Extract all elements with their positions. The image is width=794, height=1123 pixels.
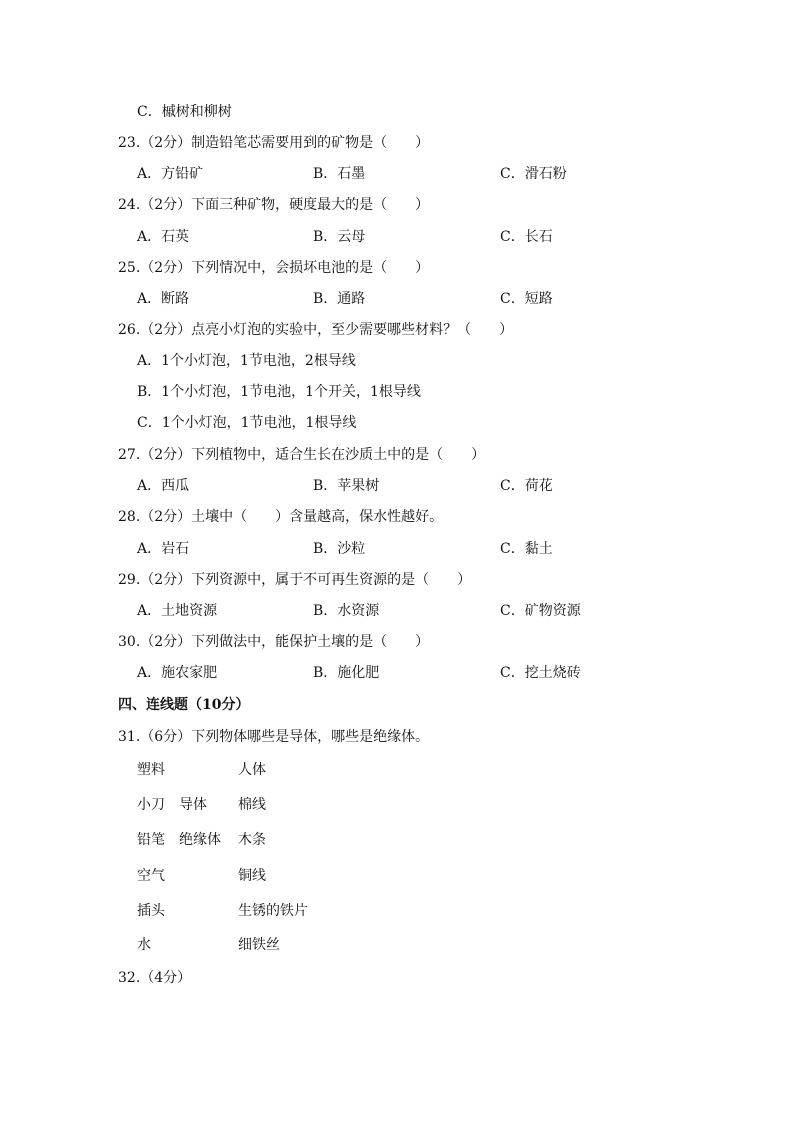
q25-option-a: A．断路 (137, 291, 190, 307)
q29-option-b: B．水资源 (313, 603, 380, 619)
q31-stem: 31.（6分）下列物体哪些是导体，哪些是绝缘体。 (118, 729, 430, 745)
q28-option-b: B．沙粒 (313, 541, 366, 557)
q23-option-b: B．石墨 (313, 166, 366, 182)
q24-option-a: A．石英 (137, 229, 190, 245)
q23-stem: 23.（2分）制造铅笔芯需要用到的矿物是（ ） (118, 135, 430, 151)
q30-option-a: A．施农家肥 (137, 665, 218, 681)
q31-row-6-right: 细铁丝 (238, 937, 280, 953)
q31-row-6-left: 水 (137, 937, 151, 953)
q29-option-c: C．矿物资源 (500, 603, 581, 619)
q31-row-1-left: 塑料 (137, 762, 165, 778)
q31-row-1-right: 人体 (238, 762, 266, 778)
q22-option-c: C．槭树和柳树 (137, 104, 232, 120)
q25-option-b: B．通路 (313, 291, 366, 307)
q31-row-2-right: 棉线 (238, 797, 266, 813)
q31-row-5-left: 插头 (137, 903, 165, 919)
q31-row-2-left: 小刀 导体 (137, 797, 207, 813)
q27-option-a: A．西瓜 (137, 478, 190, 494)
q24-option-b: B．云母 (313, 229, 366, 245)
q29-stem: 29.（2分）下列资源中，属于不可再生资源的是（ ） (118, 572, 472, 588)
q31-row-5-right: 生锈的铁片 (238, 903, 308, 919)
q26-stem: 26.（2分）点亮小灯泡的实验中，至少需要哪些材料？（ ） (118, 322, 514, 338)
q26-option-a: A．1个小灯泡，1节电池，2根导线 (137, 353, 356, 369)
q31-row-4-right: 铜线 (238, 868, 266, 884)
q31-row-3-right: 木条 (238, 832, 266, 848)
q23-option-c: C．滑石粉 (500, 166, 567, 182)
q28-option-a: A．岩石 (137, 541, 190, 557)
q31-row-4-left: 空气 (137, 868, 165, 884)
q30-option-b: B．施化肥 (313, 665, 380, 681)
q26-option-c: C．1个小灯泡，1节电池，1根导线 (137, 415, 357, 431)
q23-option-a: A．方铅矿 (137, 166, 204, 182)
q27-option-b: B．苹果树 (313, 478, 380, 494)
q31-row-3-left: 铅笔 绝缘体 (137, 832, 221, 848)
q24-stem: 24.（2分）下面三种矿物，硬度最大的是（ ） (118, 197, 430, 213)
q29-option-a: A．土地资源 (137, 603, 218, 619)
q30-stem: 30.（2分）下列做法中，能保护土壤的是（ ） (118, 634, 430, 650)
q26-option-b: B．1个小灯泡，1节电池，1个开关，1根导线 (137, 384, 421, 400)
q25-option-c: C．短路 (500, 291, 553, 307)
q27-stem: 27.（2分）下列植物中，适合生长在沙质土中的是（ ） (118, 447, 486, 463)
q32-stem: 32.（4分） (118, 970, 192, 986)
q24-option-c: C．长石 (500, 229, 553, 245)
q27-option-c: C．荷花 (500, 478, 553, 494)
q30-option-c: C．挖土烧砖 (500, 665, 581, 681)
section-4-title: 四、连线题（10分） (118, 697, 250, 713)
q25-stem: 25.（2分）下列情况中，会损坏电池的是（ ） (118, 260, 430, 276)
q28-stem: 28.（2分）土壤中（ ）含量越高，保水性越好。 (118, 509, 444, 525)
q28-option-c: C．黏土 (500, 541, 553, 557)
